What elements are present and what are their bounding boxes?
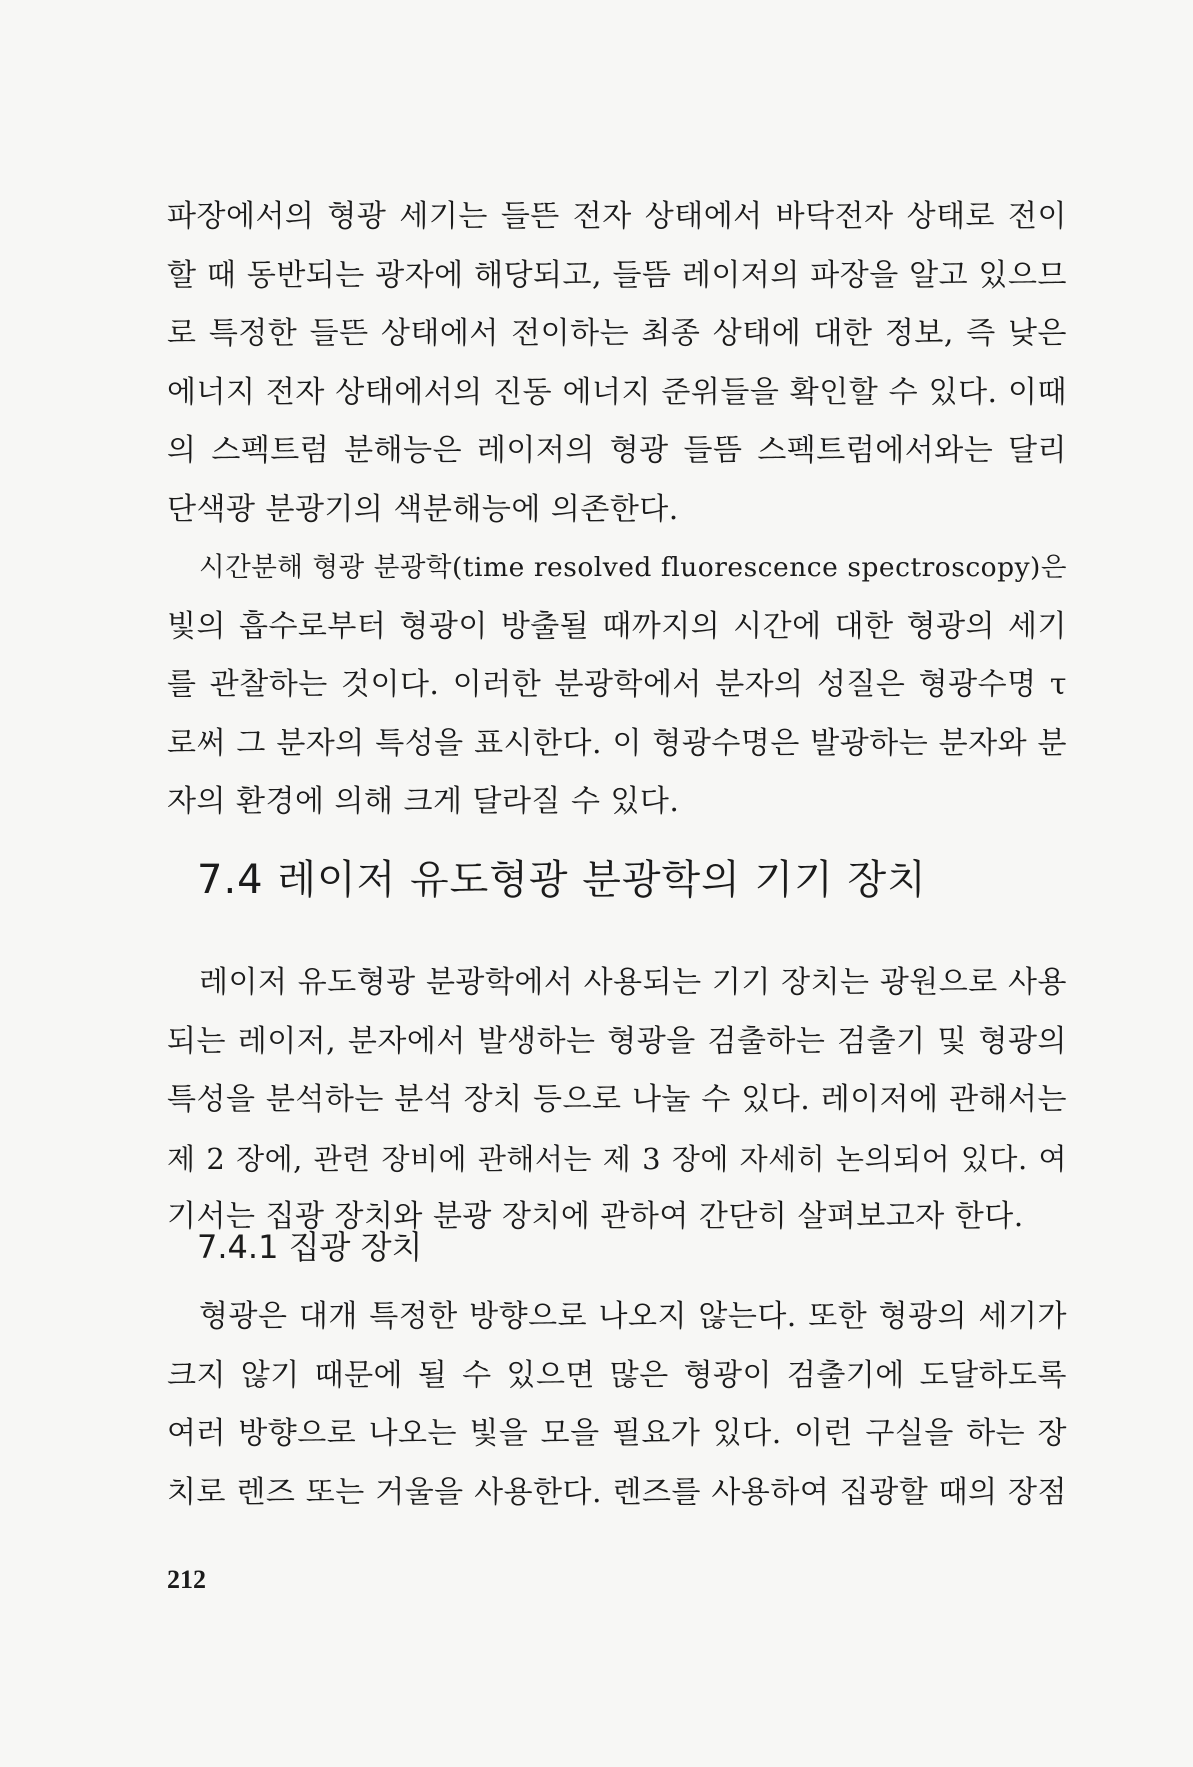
text-line: 치로 렌즈 또는 거울을 사용한다. 렌즈를 사용하여 집광할 때의 장점 — [167, 1474, 1067, 1510]
subsection-heading: 7.4.1 집광 장치 — [197, 1228, 423, 1266]
text-line: 시간분해 형광 분광학(time resolved fluorescence spectroscopy)은 — [199, 552, 1067, 583]
text-line: 특성을 분석하는 분석 장치 등으로 나눌 수 있다. 레이저에 관해서는 — [167, 1082, 1067, 1117]
paragraph-2 — [167, 539, 1067, 832]
text-line: 자의 환경에 의해 크게 달라질 수 있다. — [167, 784, 680, 819]
text-line: 로써 그 분자의 특성을 표시한다. 이 형광수명은 발광하는 분자와 분 — [167, 725, 1067, 761]
text-line: 할 때 동반되는 광자에 해당되고, 들뜸 레이저의 파장을 알고 있으므 — [167, 257, 1067, 293]
section-heading: 7.4 레이저 유도형광 분광학의 기기 장치 — [197, 857, 927, 903]
text-line: 를 관찰하는 것이다. 이러한 분광학에서 분자의 성질은 형광수명 τ — [167, 667, 1067, 702]
text-line: 의 스펙트럼 분해능은 레이저의 형광 들뜸 스펙트럼에서와는 달리 — [167, 433, 1067, 468]
text-line: 단색광 분광기의 색분해능에 의존한다. — [167, 491, 679, 527]
paragraph-1 — [167, 188, 1067, 539]
text-line: 레이저 유도형광 분광학에서 사용되는 기기 장치는 광원으로 사용 — [199, 965, 1067, 1000]
text-line: 빛의 흡수로부터 형광이 방출될 때까지의 시간에 대한 형광의 세기 — [167, 608, 1067, 644]
text-line: 되는 레이저, 분자에서 발생하는 형광을 검출하는 검출기 및 형광의 — [167, 1023, 1067, 1059]
text-line: 여러 방향으로 나오는 빛을 모을 필요가 있다. 이런 구실을 하는 장 — [167, 1416, 1067, 1451]
text-line: 로 특정한 들뜬 상태에서 전이하는 최종 상태에 대한 정보, 즉 낮은 — [167, 316, 1067, 351]
page-number: 212 — [167, 1565, 206, 1594]
paragraph-4 — [167, 1288, 1067, 1522]
text-line: 기서는 집광 장치와 분광 장치에 관하여 간단히 살펴보고자 한다. — [167, 1199, 1024, 1234]
text-line: 파장에서의 형광 세기는 들뜬 전자 상태에서 바닥전자 상태로 전이 — [167, 199, 1067, 234]
text-line: 에너지 전자 상태에서의 진동 에너지 준위들을 확인할 수 있다. 이때 — [167, 374, 1067, 410]
text-line: 형광은 대개 특정한 방향으로 나오지 않는다. 또한 형광의 세기가 — [199, 1299, 1067, 1334]
text-line: 크지 않기 때문에 될 수 있으면 많은 형광이 검출기에 도달하도록 — [167, 1357, 1067, 1393]
text-line: 제 2 장에, 관련 장비에 관해서는 제 3 장에 자세히 논의되어 있다. 여 — [167, 1141, 1067, 1176]
paragraph-3 — [167, 954, 1067, 1247]
